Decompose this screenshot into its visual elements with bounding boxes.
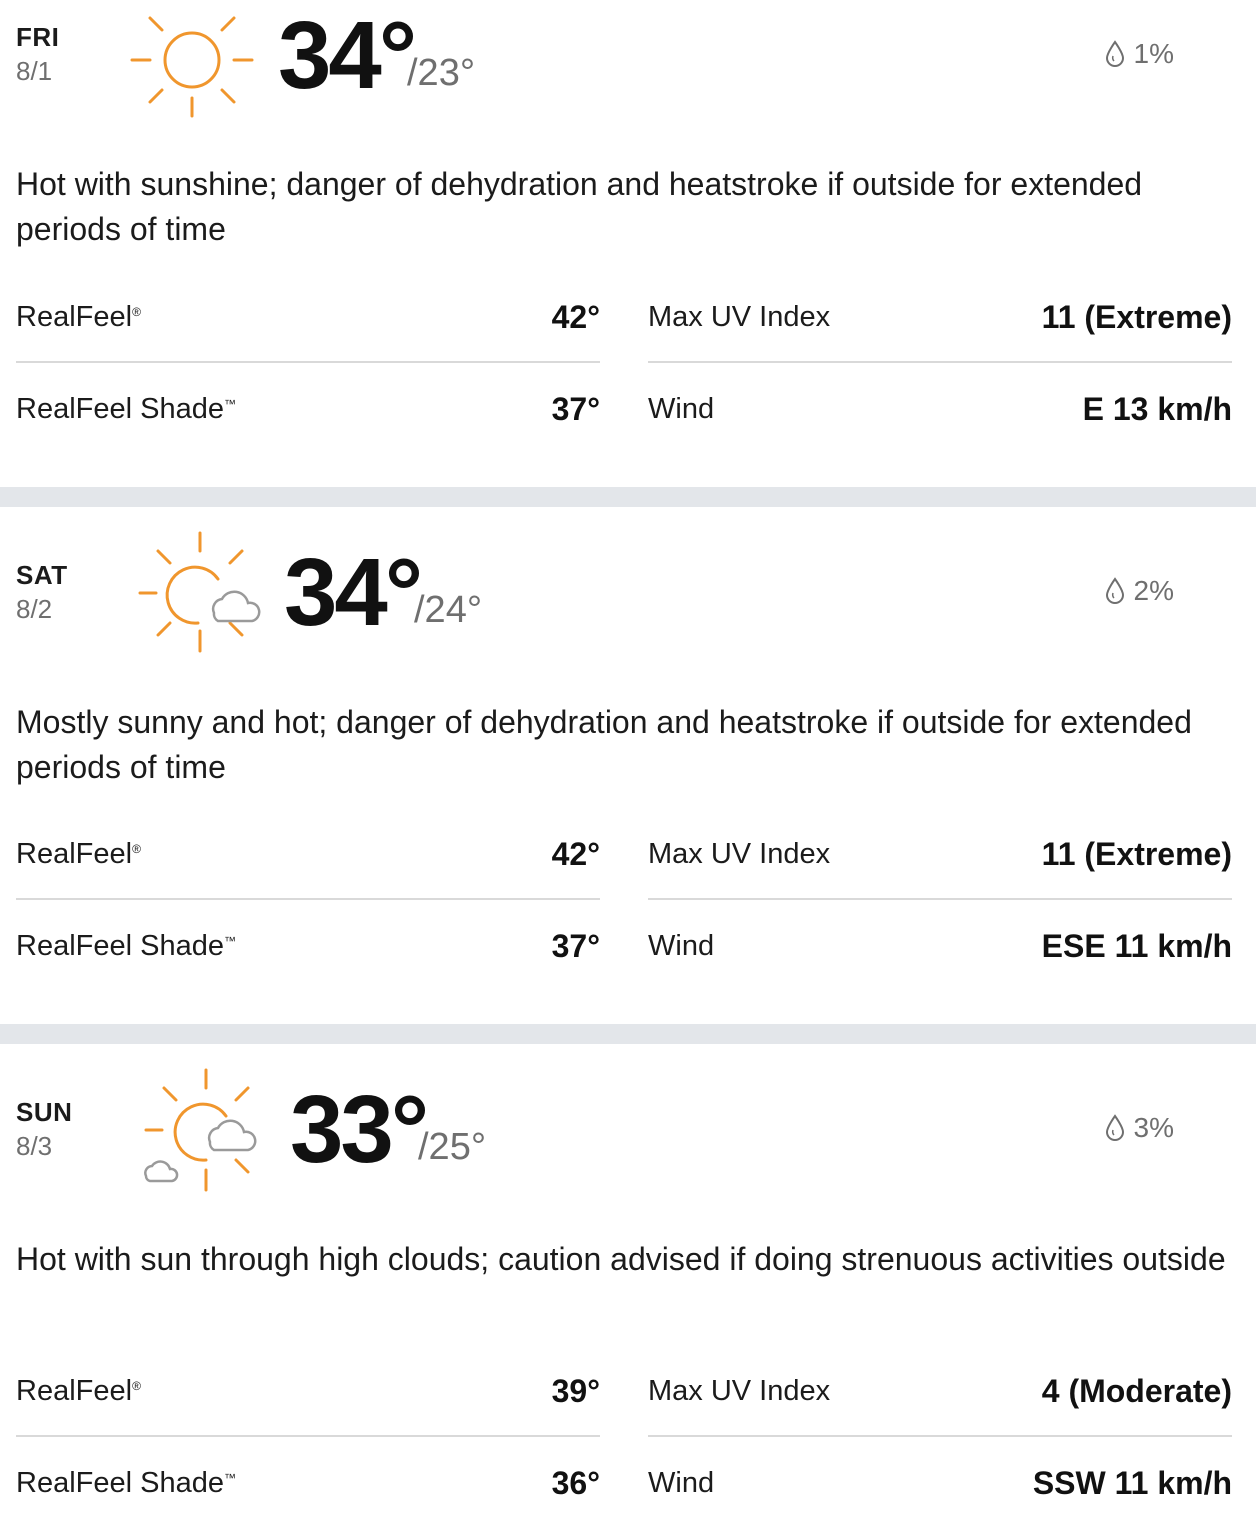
day-card-sat[interactable] (0, 507, 1256, 1024)
high-temperature: 34° (278, 2, 415, 109)
raindrop-icon (1104, 1114, 1126, 1142)
raindrop-icon (1104, 577, 1126, 605)
uv-index-label: Max UV Index (648, 837, 831, 870)
precipitation-value: 3% (1133, 1112, 1174, 1143)
low-temperature: /24° (414, 589, 483, 631)
precipitation-value: 1% (1133, 38, 1174, 69)
wind-label: Wind (648, 392, 715, 425)
precipitation-value: 2% (1133, 575, 1174, 606)
realfeel-value: 42° (551, 835, 600, 872)
day-of-week: SAT (16, 560, 68, 590)
day-date: 8/1 (16, 56, 53, 86)
day-of-week: SUN (16, 1097, 73, 1127)
wind-value: E 13 km/h (1082, 390, 1232, 427)
realfeel-shade-row (16, 1438, 600, 1528)
card-separator (0, 487, 1256, 507)
low-temperature: /25° (418, 1126, 487, 1168)
realfeel-shade-label: RealFeel Shade™ (16, 929, 236, 962)
hazy-sunshine-icon (140, 1066, 272, 1194)
realfeel-label: RealFeel® (16, 837, 141, 870)
uv-index-value: 11 (Extreme) (1041, 835, 1232, 872)
wind-label: Wind (648, 929, 715, 962)
realfeel-label: RealFeel® (16, 1374, 141, 1407)
forecast-phrase: Hot with sun through high clouds; caution advised if doing strenuous activities outside (16, 1241, 1226, 1277)
realfeel-row (16, 810, 600, 900)
sunny-icon (128, 4, 256, 120)
low-temperature: /23° (407, 52, 476, 94)
uv-index-value: 11 (Extreme) (1041, 298, 1232, 335)
high-temperature: 34° (284, 539, 421, 646)
day-date: 8/3 (16, 1131, 53, 1161)
day-card-sun[interactable] (0, 1044, 1256, 1538)
wind-row (648, 364, 1232, 454)
realfeel-value: 42° (551, 298, 600, 335)
realfeel-shade-value: 37° (551, 390, 600, 427)
day-date: 8/2 (16, 594, 53, 624)
raindrop-icon (1104, 40, 1126, 68)
wind-value: ESE 11 km/h (1041, 927, 1232, 964)
day-card-fri[interactable] (0, 0, 1256, 487)
wind-value: SSW 11 km/h (1032, 1464, 1232, 1501)
realfeel-shade-row (16, 901, 600, 991)
uv-index-value: 4 (Moderate) (1041, 1372, 1232, 1409)
realfeel-value: 39° (551, 1372, 600, 1409)
precipitation-chance (1104, 1112, 1174, 1144)
uv-index-label: Max UV Index (648, 300, 831, 333)
realfeel-shade-row (16, 364, 600, 454)
realfeel-shade-value: 37° (551, 927, 600, 964)
realfeel-row (16, 1347, 600, 1437)
card-separator (0, 1024, 1256, 1044)
day-of-week: FRI (16, 22, 60, 52)
mostly-sunny-icon (134, 529, 266, 655)
wind-row (648, 901, 1232, 991)
uv-index-label: Max UV Index (648, 1374, 831, 1407)
precipitation-chance (1104, 38, 1174, 70)
realfeel-shade-label: RealFeel Shade™ (16, 392, 236, 425)
uv-index-row (648, 273, 1232, 363)
high-temperature: 33° (290, 1076, 427, 1183)
wind-label: Wind (648, 1466, 715, 1499)
uv-index-row (648, 810, 1232, 900)
wind-row (648, 1438, 1232, 1528)
forecast-phrase: Mostly sunny and hot; danger of dehydration and heatstroke if outside for extended periods of time (16, 704, 1192, 785)
realfeel-label: RealFeel® (16, 300, 141, 333)
forecast-phrase: Hot with sunshine; danger of dehydration and heatstroke if outside for extended periods of time (16, 166, 1143, 247)
realfeel-row (16, 273, 600, 363)
precipitation-chance (1104, 575, 1174, 607)
realfeel-shade-value: 36° (551, 1464, 600, 1501)
realfeel-shade-label: RealFeel Shade™ (16, 1466, 236, 1499)
uv-index-row (648, 1347, 1232, 1437)
